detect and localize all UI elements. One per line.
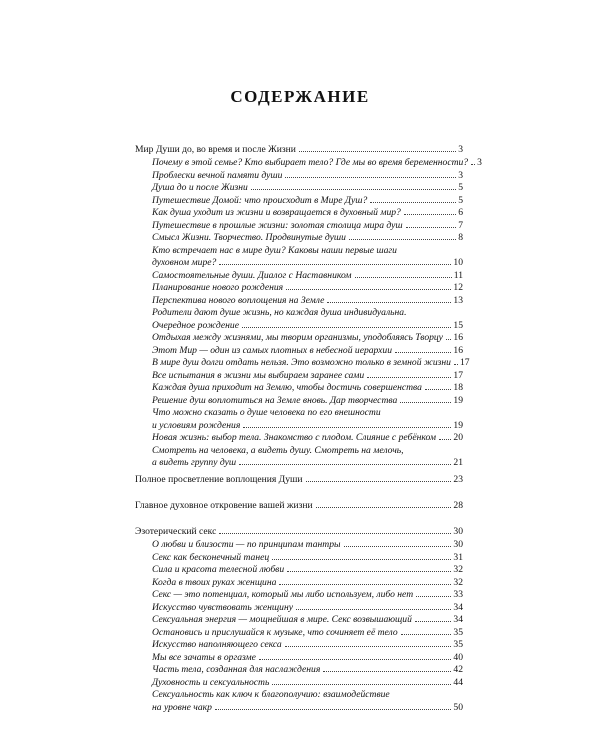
toc-entry-text: духовном мире? bbox=[152, 257, 217, 268]
toc-entry-page-number: 19 bbox=[453, 419, 463, 431]
toc-entry-text: Сексуальность как ключ к благополучию: взаимодействие bbox=[152, 689, 390, 700]
toc-entry-text: Почему в этой семье? Кто выбирает тело? Где мы во время беременности? bbox=[152, 157, 469, 168]
toc-entry[interactable] bbox=[152, 702, 463, 714]
dot-leader bbox=[415, 621, 452, 622]
toc-entry-page-number: 30 bbox=[453, 539, 463, 550]
toc-section-heading-text: Мир Души до, во время и после Жизни bbox=[135, 144, 296, 155]
toc-entry[interactable] bbox=[152, 345, 463, 357]
toc-entry-text: Как душа уходит из жизни и возвращается в духовный мир? bbox=[152, 207, 401, 218]
toc-entry-page-number: 3 bbox=[477, 157, 482, 168]
dot-leader bbox=[219, 533, 451, 534]
dot-leader bbox=[416, 596, 451, 597]
toc-entry-page-number: 32 bbox=[453, 564, 463, 575]
toc-entry-page-number: 11 bbox=[453, 269, 463, 281]
toc-section-heading[interactable] bbox=[135, 474, 463, 486]
toc-section-heading-page-number: 3 bbox=[458, 144, 463, 155]
toc-entry-text: и условиям рождения bbox=[152, 419, 241, 431]
toc-entry-page-number: 8 bbox=[458, 232, 463, 243]
toc-entry-text: Этот Мир — один из самых плотных в небесной иерархии bbox=[152, 344, 393, 356]
toc-entry[interactable] bbox=[152, 539, 463, 551]
toc-entry-page-number: 3 bbox=[458, 169, 463, 181]
dot-leader bbox=[219, 264, 451, 265]
toc-entry-text: Искусство наполняющего секса bbox=[152, 639, 282, 650]
dot-leader bbox=[471, 164, 475, 165]
toc-entry-text: Самостоятельные души. Диалог с Наставником bbox=[152, 269, 352, 281]
toc-entry-page-number: 7 bbox=[458, 219, 463, 231]
dot-leader bbox=[425, 389, 451, 390]
toc-entry[interactable] bbox=[152, 232, 463, 244]
toc-entry[interactable] bbox=[152, 445, 463, 457]
toc-entry-text: Решение душ воплотиться на Земле вновь. Дар творчества bbox=[152, 394, 398, 406]
toc-entry[interactable] bbox=[152, 627, 463, 639]
toc-entry-page-number: 34 bbox=[453, 614, 463, 625]
dot-leader bbox=[349, 239, 456, 240]
toc-entry-text: Секс — это потенциал, который мы либо используем, либо нет bbox=[152, 589, 414, 600]
toc-entry[interactable] bbox=[152, 689, 463, 701]
dot-leader bbox=[259, 659, 452, 660]
toc-entry[interactable] bbox=[152, 639, 463, 651]
toc-section-heading-page-number: 23 bbox=[453, 474, 463, 485]
dot-leader bbox=[239, 464, 451, 465]
toc-entry-page-number: 34 bbox=[453, 601, 463, 613]
toc-entry-text: Что можно сказать о душе человека по его внешности bbox=[152, 407, 381, 418]
toc-entry-page-number: 32 bbox=[453, 576, 463, 588]
toc-entry-text: Смотреть на человека, а видеть душу. Смотреть на мелочь, bbox=[152, 444, 404, 456]
dot-leader bbox=[251, 189, 456, 190]
dot-leader bbox=[243, 427, 451, 428]
toc-entry[interactable] bbox=[152, 182, 463, 194]
toc-entry[interactable] bbox=[152, 457, 463, 469]
toc-entry-page-number: 6 bbox=[458, 207, 463, 218]
toc-entry-page-number: 12 bbox=[453, 282, 463, 293]
toc-entry-text: Кто встречает нас в мире душ? Каковы наши первые шаги bbox=[152, 244, 397, 256]
toc-entry-text: Сила и красота телесной любви bbox=[152, 564, 285, 575]
toc-entry[interactable] bbox=[152, 589, 463, 601]
toc-entry[interactable] bbox=[152, 552, 463, 564]
dot-leader bbox=[285, 177, 456, 178]
dot-leader bbox=[279, 584, 451, 585]
dot-leader bbox=[285, 646, 452, 647]
toc-entry-text: Остановись и прислушайся к музыке, что сочиняет её тело bbox=[152, 626, 398, 638]
toc-entry-page-number: 20 bbox=[453, 432, 463, 443]
dot-leader bbox=[454, 364, 458, 365]
dot-leader bbox=[242, 327, 451, 328]
toc-entry[interactable] bbox=[152, 295, 463, 307]
toc-entry-page-number: 18 bbox=[453, 382, 463, 393]
toc-entry-text: Новая жизнь: выбор тела. Знакомство с плодом. Слияние с ребёнком bbox=[152, 432, 437, 443]
toc-entry-page-number: 44 bbox=[453, 676, 463, 688]
toc-entry[interactable] bbox=[152, 395, 463, 407]
dot-leader bbox=[395, 352, 451, 353]
toc-entry-text: Часть тела, созданная для наслаждения bbox=[152, 664, 321, 675]
dot-leader bbox=[367, 377, 451, 378]
toc-entry[interactable] bbox=[152, 282, 463, 294]
dot-leader bbox=[323, 671, 451, 672]
toc-entry-text: Планирование нового рождения bbox=[152, 282, 284, 293]
dot-leader bbox=[355, 277, 452, 278]
toc-entry-text: Родители дают душе жизнь, но каждая душа индивидуальна. bbox=[152, 307, 407, 318]
toc-section-heading[interactable] bbox=[135, 526, 463, 538]
toc-entry[interactable] bbox=[152, 564, 463, 576]
toc-entry[interactable] bbox=[152, 320, 463, 332]
toc-entry[interactable] bbox=[152, 357, 470, 369]
toc-entry-page-number: 5 bbox=[458, 182, 463, 193]
toc-entry[interactable] bbox=[152, 220, 463, 232]
toc-entry-page-number: 40 bbox=[453, 651, 463, 663]
dot-leader bbox=[344, 546, 452, 547]
toc-entry-text: Проблески вечной памяти души bbox=[152, 169, 283, 181]
toc-entry[interactable] bbox=[152, 170, 463, 182]
toc-entry-text: Каждая душа приходит на Землю, чтобы достичь совершенства bbox=[152, 382, 422, 393]
dot-leader bbox=[306, 481, 452, 482]
toc-section-heading[interactable] bbox=[135, 500, 463, 512]
dot-leader bbox=[370, 202, 456, 203]
toc-entry[interactable] bbox=[152, 157, 482, 169]
toc-entry-text: Искусство чувствовать женщину bbox=[152, 601, 293, 613]
toc-entry[interactable] bbox=[152, 307, 463, 319]
dot-leader bbox=[296, 609, 451, 610]
dot-leader bbox=[400, 402, 451, 403]
toc-section-heading-text: Полное просветление воплощения Души bbox=[135, 474, 303, 485]
dot-leader bbox=[404, 214, 456, 215]
toc-entry-text: а видеть группу душ bbox=[152, 457, 237, 468]
dot-leader bbox=[316, 507, 452, 508]
toc-section-heading[interactable] bbox=[135, 144, 463, 156]
toc-entry[interactable] bbox=[152, 664, 463, 676]
toc-entry-page-number: 35 bbox=[453, 626, 463, 638]
toc-entry[interactable] bbox=[152, 382, 463, 394]
toc-entry-text: Все испытания в жизни мы выбираем заранее сами bbox=[152, 369, 365, 381]
dot-leader bbox=[446, 339, 452, 340]
toc-section-heading-page-number: 30 bbox=[453, 526, 463, 537]
toc-entry[interactable] bbox=[152, 677, 463, 689]
toc-entry-text: Очередное рождение bbox=[152, 319, 239, 331]
dot-leader bbox=[439, 439, 451, 440]
toc-section-heading-text: Эзотерический секс bbox=[135, 526, 217, 537]
toc-entry-text: Духовность и сексуальность bbox=[152, 676, 270, 688]
toc-entry[interactable] bbox=[152, 407, 463, 419]
dot-leader bbox=[299, 151, 456, 152]
toc-entry-text: Перспектива нового воплощения на Земле bbox=[152, 294, 325, 306]
toc-entry-page-number: 5 bbox=[458, 194, 463, 206]
dot-leader bbox=[287, 571, 451, 572]
page-title: СОДЕРЖАНИЕ bbox=[230, 87, 370, 106]
toc-entry-page-number: 10 bbox=[453, 257, 463, 268]
toc-entry-page-number: 16 bbox=[453, 344, 463, 356]
dot-leader bbox=[272, 684, 451, 685]
toc-entry-text: В мире душ долги отдать нельзя. Это возможно только в земной жизни bbox=[152, 357, 451, 368]
dot-leader bbox=[401, 634, 452, 635]
toc-entry[interactable] bbox=[152, 652, 463, 664]
toc-entry-text: на уровне чакр bbox=[152, 701, 212, 713]
toc-entry-text: Мы все зачаты в оргазме bbox=[152, 651, 256, 663]
toc-entry-text: Путешествие в прошлые жизни: золотая столица мира душ bbox=[152, 219, 403, 231]
toc-entry-text: Путешествие Домой: что происходит в Мире Душ? bbox=[152, 194, 368, 206]
toc-entry-page-number: 33 bbox=[453, 589, 463, 600]
toc-entry[interactable] bbox=[152, 432, 463, 444]
toc-entry-text: Сексуальная энергия — мощнейшая в мире. Секс возвышающий bbox=[152, 614, 412, 625]
toc-entry[interactable] bbox=[152, 270, 463, 282]
toc-entry-page-number: 16 bbox=[453, 332, 463, 343]
toc-entry[interactable] bbox=[152, 257, 463, 269]
toc-entry-text: Душа до и после Жизни bbox=[152, 182, 248, 193]
toc-entry[interactable] bbox=[152, 332, 463, 344]
toc-entry[interactable] bbox=[152, 195, 463, 207]
dot-leader bbox=[215, 709, 451, 710]
toc-entry-page-number: 17 bbox=[453, 369, 463, 381]
toc-entry-page-number: 15 bbox=[453, 319, 463, 331]
toc-entry-page-number: 42 bbox=[453, 664, 463, 675]
toc-entry-page-number: 21 bbox=[453, 457, 463, 468]
toc-entry[interactable] bbox=[152, 207, 463, 219]
toc-entry[interactable] bbox=[152, 577, 463, 589]
toc-entry-page-number: 19 bbox=[453, 394, 463, 406]
toc-entry[interactable] bbox=[152, 602, 463, 614]
toc-entry-text: Смысл Жизни. Творчество. Продвинутые души bbox=[152, 232, 346, 243]
toc-entry[interactable] bbox=[152, 614, 463, 626]
toc-entry[interactable] bbox=[152, 420, 463, 432]
toc-entry-text: Секс как бесконечный танец bbox=[152, 551, 270, 563]
toc-entry[interactable] bbox=[152, 370, 463, 382]
toc-entry-text: Отдыхая между жизнями, мы творим организмы, уподобляясь Творцу bbox=[152, 332, 443, 343]
dot-leader bbox=[286, 289, 451, 290]
toc-section-heading-text: Главное духовное откровение вашей жизни bbox=[135, 500, 313, 511]
toc-entry-text: О любви и близости — по принципам тантры bbox=[152, 539, 341, 550]
dot-leader bbox=[272, 559, 451, 560]
toc-section-heading-page-number: 28 bbox=[453, 500, 463, 511]
toc-entry-text: Когда в твоих руках женщина bbox=[152, 576, 277, 588]
toc-entry-page-number: 31 bbox=[453, 551, 463, 563]
toc-entry-page-number: 17 bbox=[459, 357, 470, 368]
toc-entry-page-number: 13 bbox=[453, 294, 463, 306]
dot-leader bbox=[327, 302, 451, 303]
toc-entry[interactable] bbox=[152, 245, 463, 257]
toc-entry-page-number: 35 bbox=[453, 639, 463, 650]
toc-entry-page-number: 50 bbox=[453, 701, 463, 713]
dot-leader bbox=[406, 227, 457, 228]
